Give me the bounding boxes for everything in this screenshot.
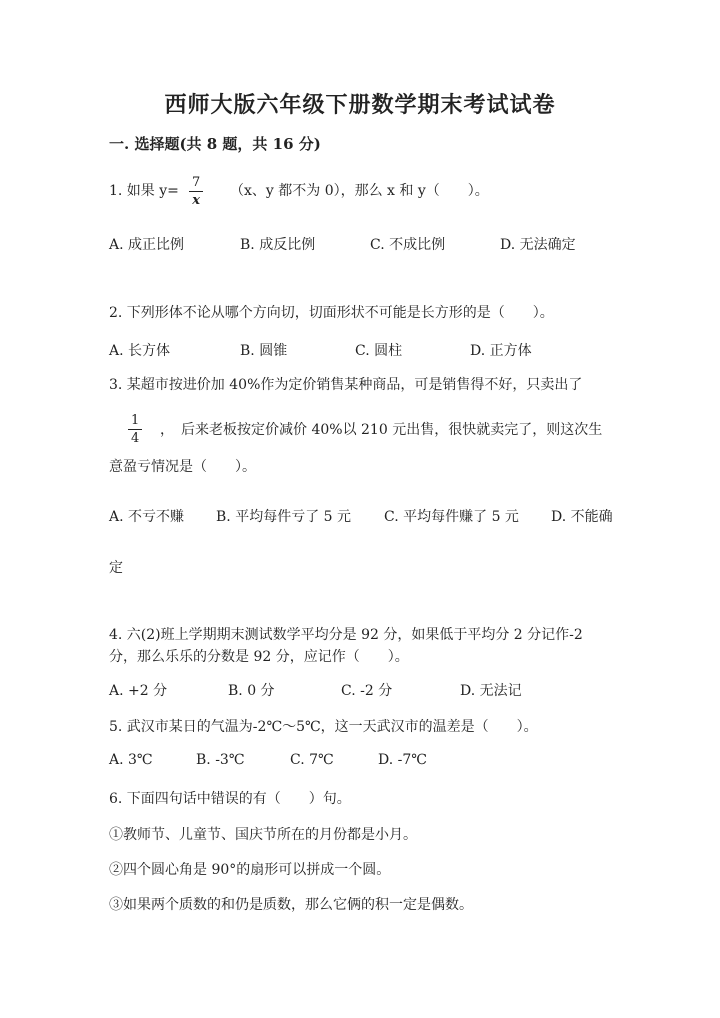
q4-option-a: A. +2 分 xyxy=(109,683,168,699)
q1-option-b: B. 成反比例 xyxy=(240,237,316,253)
q5-option-a: A. 3℃ xyxy=(109,752,153,768)
page-title: 西师大版六年级下册数学期末考试试卷 xyxy=(164,92,556,118)
q2-option-c: C. 圆柱 xyxy=(355,343,403,359)
q1-suffix: （x、y 都不为 0），那么 x 和 y（ ）。 xyxy=(230,183,489,199)
q4-option-b: B. 0 分 xyxy=(228,683,275,699)
q3-option-b: B. 平均每件亏了 5 元 xyxy=(216,509,351,525)
q3-line3: 意盈亏情况是（ ）。 xyxy=(109,459,256,475)
q1-option-a: A. 成正比例 xyxy=(109,237,185,253)
q3-line1: 3. 某超市按进价加 40%作为定价销售某种商品，可是销售得不好，只卖出了 xyxy=(109,377,583,393)
q2-option-a: A. 长方体 xyxy=(109,343,171,359)
q3-option-a: A. 不亏不赚 xyxy=(109,509,185,525)
section-heading: 一. 选择题(共 8 题，共 16 分) xyxy=(109,135,321,153)
q4-option-c: C. -2 分 xyxy=(341,683,393,699)
q5-option-b: B. -3℃ xyxy=(196,752,245,768)
q1-option-d: D. 无法确定 xyxy=(500,237,576,253)
q3-fraction-numerator: 1 xyxy=(128,414,142,430)
q6-text: 6. 下面四句话中错误的有（ ）句。 xyxy=(109,791,351,807)
q3-fraction-denominator: 4 xyxy=(131,431,140,446)
q4-option-d: D. 无法记 xyxy=(460,683,522,699)
q1-option-c: C. 不成比例 xyxy=(370,237,446,253)
q4-line1: 4. 六(2)班上学期期末测试数学平均分是 92 分，如果低于平均分 2 分记作-2 xyxy=(109,627,583,643)
q6-item-1: ①教师节、儿童节、国庆节所在的月份都是小月。 xyxy=(109,827,417,843)
q3-option-c: C. 平均每件赚了 5 元 xyxy=(384,509,519,525)
q5-text: 5. 武汉市某日的气温为-2℃～5℃，这一天武汉市的温差是（ ）。 xyxy=(109,719,538,735)
q5-option-c: C. 7℃ xyxy=(290,752,334,768)
q2-text: 2. 下列形体不论从哪个方向切，切面形状不可能是长方形的是（ ）。 xyxy=(109,305,554,321)
q6-item-2: ②四个圆心角是 90°的扇形可以拼成一个圆。 xyxy=(109,862,391,878)
q3-option-d-wrap: 定 xyxy=(109,560,123,576)
q3-fraction xyxy=(128,414,142,445)
q3-option-d: D. 不能确 xyxy=(551,509,613,525)
q1-fraction-denominator: x xyxy=(192,193,201,208)
q2-option-d: D. 正方体 xyxy=(470,343,532,359)
q2-option-b: B. 圆锥 xyxy=(240,343,288,359)
q1-fraction xyxy=(189,176,203,207)
q4-line2: 分，那么乐乐的分数是 92 分，应记作（ ）。 xyxy=(109,649,409,665)
q3-line2: ， 后来老板按定价减价 40%以 210 元出售，很快就卖完了，则这次生 xyxy=(160,422,603,438)
q6-item-3: ③如果两个质数的和仍是质数，那么它俩的积一定是偶数。 xyxy=(109,897,473,913)
q1-prefix: 1. 如果 y= xyxy=(109,183,179,199)
q5-option-d: D. -7℃ xyxy=(378,752,427,768)
q1-fraction-numerator: 7 xyxy=(189,176,203,192)
